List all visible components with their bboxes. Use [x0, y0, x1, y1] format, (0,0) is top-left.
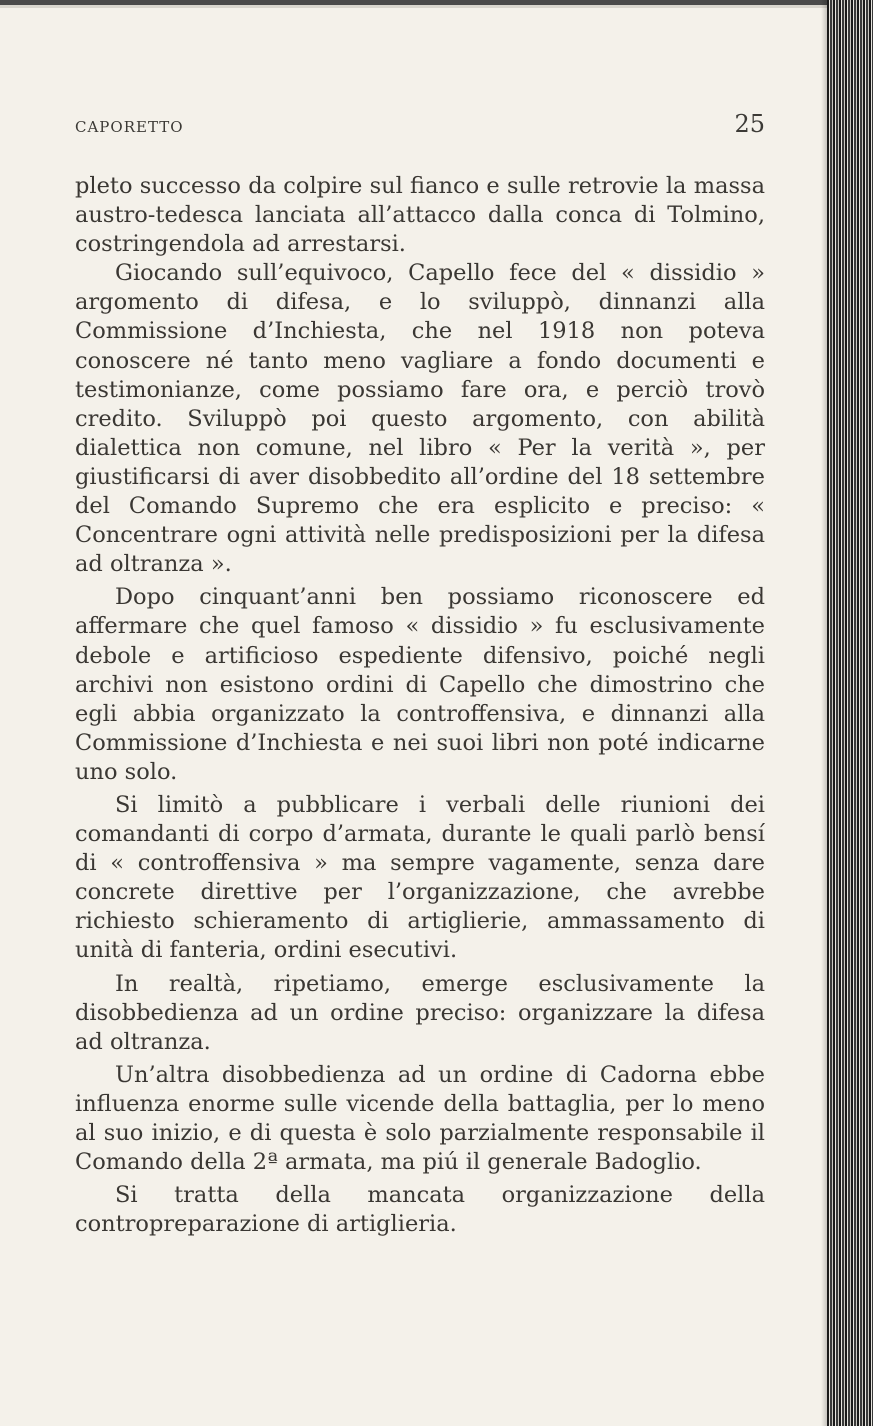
- running-head: CAPORETTO: [75, 118, 184, 136]
- paragraph: Un’altra disobbedienza ad un ordine di Cadorna ebbe influenza enorme sulle vicende della battaglia, per lo meno al suo inizio, e di questa è solo parzialmente responsabile il Comando della 2ª armata, ma piú il generale Badoglio.: [75, 1061, 765, 1176]
- page-top-shadow: [0, 5, 873, 8]
- page-header: [75, 110, 765, 146]
- paragraph: Si limitò a pubblicare i verbali delle riunioni dei comandanti di corpo d’armata, durante le quali parlò bensí di « controffensiva » ma sempre vagamente, senza dare concrete direttive per l’organizzazione, che avrebbe richiesto schieramento di artiglierie, ammassamento di unità di fanteria, ordini esecutivi.: [75, 791, 765, 964]
- paragraph: Dopo cinquant’anni ben possiamo riconoscere ed affermare che quel famoso « dissidio » fu esclusivamente debole e artificioso espediente difensivo, poiché negli archivi non esistono ordini di Capello che dimostrino che egli abbia organizzato la controffensiva, e dinnanzi alla Commissione d’Inchiesta e nei suoi libri non poté indicarne uno solo.: [75, 584, 765, 785]
- body-text: [75, 172, 765, 1239]
- page-number: 25: [734, 110, 765, 138]
- paragraph: Giocando sull’equivoco, Capello fece del « dissidio » argomento di difesa, e lo sviluppò, dinnanzi alla Commissione d’Inchiesta, che nel 1918 non poteva conoscere né tanto meno vagliare a fondo documenti e testimonianze, come possiamo fare ora, e perciò trovò credito. Sviluppò poi questo argomento, con abilità dialettica non comune, nel libro « Per la verità », per giustificarsi di aver disobbedito all’ordine del 18 settembre del Comando Supremo che era esplicito e preciso: « Concentrare ogni attività nelle predisposizioni per la difesa ad oltranza ».: [75, 260, 765, 578]
- paragraph: In realtà, ripetiamo, emerge esclusivamente la disobbedienza ad un ordine preciso: organizzare la difesa ad oltranza.: [75, 970, 765, 1055]
- paragraph: Si tratta della mancata organizzazione della contropreparazione di artiglieria.: [75, 1182, 765, 1238]
- paragraph: pleto successo da colpire sul fianco e sulle retrovie la massa austro-tedesca lanciata all’attacco dalla conca di Tolmino, costringendola ad arrestarsi.: [75, 173, 765, 258]
- book-spine-edge: [827, 0, 873, 1426]
